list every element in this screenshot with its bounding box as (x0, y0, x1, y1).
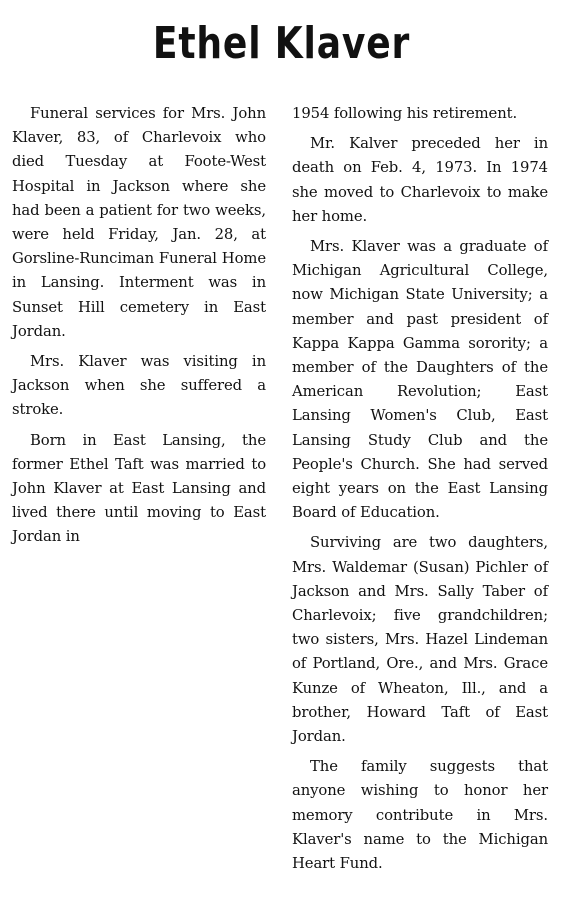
right-column (292, 102, 548, 882)
left-column (12, 102, 266, 556)
paragraph-memorial: The family suggests that anyone wishing to honor her memory contribute in Mrs. Klaver's name to the Michigan Heart Fund. (292, 758, 548, 873)
paragraph-husband: Mr. Kalver preceded her in death on Feb. 4, 1973. In 1974 she moved to Charlevoix to make her home. (292, 135, 548, 225)
paragraph-born: Born in East Lansing, the former Ethel Taft was married to John Klaver at East Lansing and lived there until moving to East Jordan in (12, 431, 266, 546)
paragraph-funeral-services: Funeral services for Mrs. John Klaver, 83, of Charlevoix who died Tuesday at Foote-West Hospital in Jackson where she had been a patient for two weeks, were held Friday, Jan. 28, at Gorsline-Runciman Funeral Home in Lansing. Interment was in Sunset Hill cemetery in East Jordan. (12, 105, 266, 340)
obituary-headline: Ethel Klaver (152, 18, 411, 69)
paragraph-stroke: Mrs. Klaver was visiting in Jackson when she suffered a stroke. (12, 353, 266, 419)
paragraph-memberships: Mrs. Klaver was a graduate of Michigan Agricultural College, now Michigan State University; a member and past president of Kappa Kappa Gamma sorority; a member of the Daughters of the American Revolution; East Lansing Women's Club, East Lansing Study Club and the People's Church. She had served eight years on the East Lansing Board of Education. (292, 238, 548, 522)
paragraph-survivors: Surviving are two daughters, Mrs. Waldemar (Susan) Pichler of Jackson and Mrs. Sally Taber of Charlevoix; five grandchildren; two sisters, Mrs. Hazel Lindeman of Portland, Ore., and Mrs. Grace Kunze of Wheaton, Ill., and a brother, Howard Taft of East Jordan. (292, 534, 548, 746)
paragraph-continued: 1954 following his retirement. (292, 105, 518, 122)
